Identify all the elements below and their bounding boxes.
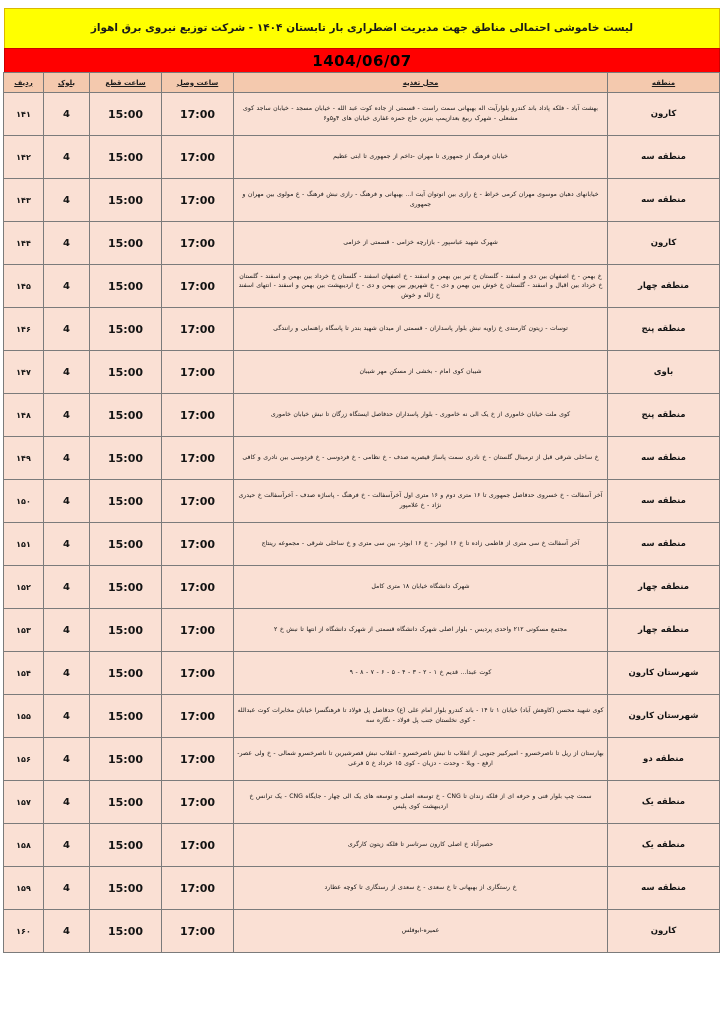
cell-cut-time: 15:00 [90, 308, 162, 351]
cell-block: 4 [44, 351, 90, 394]
cell-cut-time: 15:00 [90, 910, 162, 953]
cell-row-number: ۱۵۰ [4, 480, 44, 523]
cell-mantaghe: کارون [608, 910, 720, 953]
cell-mantaghe: باوی [608, 351, 720, 394]
cell-block: 4 [44, 394, 90, 437]
cell-cut-time: 15:00 [90, 437, 162, 480]
cell-mahal: خیابانهای دهبان موسوی مهران کرمی خراط - ع رازی بین انوتوان آیت ا... بهبهانی و فرهنگ - رازی نبش فرهنگ - ع مولوی بین مهران و جمهوری [234, 179, 608, 222]
cell-row-number: ۱۴۶ [4, 308, 44, 351]
table-row [4, 867, 720, 910]
cell-row-number: ۱۵۵ [4, 695, 44, 738]
cell-mantaghe: منطقه دو [608, 738, 720, 781]
cell-mahal: کوی شهید محسن (کاوهش آباد) خیابان ۱ تا ۱۴ - باند کندرو بلوار امام علی (ع) حدفاصل پل فولاد تا فرهنگسرا خیابان مخابرات کوت عبدالله - کوی نخلستان جنب پل فولاد - نگاره سه [234, 695, 608, 738]
cell-mantaghe: منطقه چهار [608, 609, 720, 652]
cell-mahal: خیابان فرهنگ از جمهوری تا مهران -داخم از جمهوری تا ابتی عظیم [234, 136, 608, 179]
table-row [4, 222, 720, 265]
cell-block: 4 [44, 910, 90, 953]
cell-reconnect-time: 17:00 [162, 738, 234, 781]
cell-cut-time: 15:00 [90, 480, 162, 523]
cell-row-number: ۱۴۱ [4, 93, 44, 136]
table-row [4, 480, 720, 523]
date-banner [4, 48, 720, 72]
cell-row-number: ۱۵۹ [4, 867, 44, 910]
table-row [4, 394, 720, 437]
cell-cut-time: 15:00 [90, 824, 162, 867]
cell-reconnect-time: 17:00 [162, 824, 234, 867]
table-row [4, 566, 720, 609]
cell-block: 4 [44, 824, 90, 867]
cell-reconnect-time: 17:00 [162, 867, 234, 910]
column-header-ghat: ساعت قطع [90, 73, 162, 93]
cell-mantaghe: منطقه سه [608, 867, 720, 910]
cell-block: 4 [44, 437, 90, 480]
cell-block: 4 [44, 222, 90, 265]
cell-reconnect-time: 17:00 [162, 910, 234, 953]
page-title: لیست خاموشی احتمالی مناطق جهت مدیریت اضطراری بار تابستان ۱۴۰۴ - شرکت توزیع نیروی برق اهواز [90, 22, 634, 35]
cell-mahal: شهرک دانشگاه خیابان ۱۸ متری کامل [234, 566, 608, 609]
cell-mantaghe: منطقه چهار [608, 265, 720, 308]
table-row [4, 738, 720, 781]
column-header-blok: بلوک [44, 73, 90, 93]
cell-mantaghe: منطقه سه [608, 437, 720, 480]
table-row [4, 351, 720, 394]
cell-row-number: ۱۵۶ [4, 738, 44, 781]
cell-block: 4 [44, 781, 90, 824]
cell-row-number: ۱۴۹ [4, 437, 44, 480]
table-row [4, 695, 720, 738]
cell-block: 4 [44, 136, 90, 179]
cell-reconnect-time: 17:00 [162, 93, 234, 136]
cell-mantaghe: کارون [608, 222, 720, 265]
cell-mantaghe: منطقه سه [608, 523, 720, 566]
cell-mahal: خ بهمن - خ اصفهان بین دی و اسفند - گلستان خ تیر بین بهمن و اسفند - خ اصفهان اسفند - گلستان خ خرداد بین بهمن و اسفند - گلستان خ خرداد بین اقبال و اسفند - گلستان خ خوش بین بهمن و دی - خ شهریور بین بهمن و دی - خ اردیبهشت بین بهمن و اسفند - انتهای اسفند خ ژاله و خوش [234, 265, 608, 308]
cell-reconnect-time: 17:00 [162, 437, 234, 480]
cell-mantaghe: منطقه پنج [608, 394, 720, 437]
cell-cut-time: 15:00 [90, 566, 162, 609]
cell-row-number: ۱۵۳ [4, 609, 44, 652]
cell-mahal: کوت عبدا... قدیم خ ۱ - ۲ - ۳ - ۴ - ۵ - ۶ - ۷ - ۸ - ۹ [234, 652, 608, 695]
cell-reconnect-time: 17:00 [162, 566, 234, 609]
cell-mantaghe: منطقه یک [608, 781, 720, 824]
cell-block: 4 [44, 738, 90, 781]
cell-mahal: کوی ملت خیابان خاموری از خ یک الی نه خاموری - بلوار پاسداران حدفاصل ایستگاه زرگان تا نبش خیابان خاموری [234, 394, 608, 437]
cell-cut-time: 15:00 [90, 222, 162, 265]
cell-reconnect-time: 17:00 [162, 394, 234, 437]
cell-block: 4 [44, 480, 90, 523]
column-header-mantaghe: منطقه [608, 73, 720, 93]
cell-mantaghe: منطقه پنج [608, 308, 720, 351]
column-header-radif: ردیف [4, 73, 44, 93]
cell-mahal: شیبان کوی امام - بخشی از مسکن مهر شیبان [234, 351, 608, 394]
cell-row-number: ۱۵۱ [4, 523, 44, 566]
cell-mantaghe: شهرستان کارون [608, 695, 720, 738]
cell-mahal: آخر آسفالت - خ خسروی حدفاصل جمهوری تا ۱۶ متری دوم و ۱۶ متری اول آخرآسفالت - خ فرهنگ - پاساژه صدف - آخرآسفالت خ حیدری نژاد - خ غلامپور [234, 480, 608, 523]
table-row [4, 437, 720, 480]
cell-reconnect-time: 17:00 [162, 222, 234, 265]
cell-cut-time: 15:00 [90, 695, 162, 738]
column-header-mahal: محل تغذیه [234, 73, 608, 93]
cell-cut-time: 15:00 [90, 394, 162, 437]
cell-cut-time: 15:00 [90, 93, 162, 136]
cell-cut-time: 15:00 [90, 652, 162, 695]
cell-block: 4 [44, 695, 90, 738]
cell-mantaghe: شهرستان کارون [608, 652, 720, 695]
cell-mahal: مجتمع مسکونی ۲۱۲ واحدی پردیس - بلوار اصلی شهرک دانشگاه قسمتی از شهرک دانشگاه از انتها تا نبش خ ۲ [234, 609, 608, 652]
cell-block: 4 [44, 523, 90, 566]
cell-mahal: بهارستان از ریل تا ناصرخسرو - امیرکبیر جنوبی از انقلاب تا نبش ناصرخسرو - انقلاب نبش قصرشیرین تا ناصرخسرو شمالی - خ ولی عصر- ارفع - ویلا - وحدت - دزیان - کوی ۱۵ خرداد خ ۵ فرعی [234, 738, 608, 781]
cell-reconnect-time: 17:00 [162, 136, 234, 179]
cell-row-number: ۱۴۳ [4, 179, 44, 222]
outage-table [3, 72, 720, 953]
cell-cut-time: 15:00 [90, 523, 162, 566]
cell-mantaghe: کارون [608, 93, 720, 136]
cell-reconnect-time: 17:00 [162, 308, 234, 351]
cell-block: 4 [44, 179, 90, 222]
cell-reconnect-time: 17:00 [162, 781, 234, 824]
cell-reconnect-time: 17:00 [162, 695, 234, 738]
cell-cut-time: 15:00 [90, 781, 162, 824]
cell-block: 4 [44, 609, 90, 652]
cell-cut-time: 15:00 [90, 351, 162, 394]
cell-row-number: ۱۵۲ [4, 566, 44, 609]
cell-row-number: ۱۴۵ [4, 265, 44, 308]
cell-row-number: ۱۴۲ [4, 136, 44, 179]
cell-block: 4 [44, 93, 90, 136]
cell-reconnect-time: 17:00 [162, 523, 234, 566]
cell-row-number: ۱۶۰ [4, 910, 44, 953]
cell-cut-time: 15:00 [90, 265, 162, 308]
table-row [4, 781, 720, 824]
cell-mantaghe: منطقه سه [608, 136, 720, 179]
cell-cut-time: 15:00 [90, 609, 162, 652]
cell-cut-time: 15:00 [90, 738, 162, 781]
table-body [4, 93, 720, 953]
header-row [4, 73, 720, 93]
table-row [4, 910, 720, 953]
cell-row-number: ۱۴۴ [4, 222, 44, 265]
cell-mahal: شهرک شهید عباسپور - بازارچه خزامی - قسمتی از خزامی [234, 222, 608, 265]
cell-mahal: حصیرآباد خ اصلی کارون سرتاسر تا فلکه زیتون کارگری [234, 824, 608, 867]
cell-mahal: آخر آسفالت خ سی متری از فاطمی زاده تا خ ۱۶ ابوذر - خ ۱۶ ابوذر- بین سی متری و خ ساحلی شرقی - مجموعه رینتاج [234, 523, 608, 566]
cell-reconnect-time: 17:00 [162, 179, 234, 222]
schedule-date: 1404/06/07 [312, 51, 412, 70]
cell-row-number: ۱۵۴ [4, 652, 44, 695]
cell-block: 4 [44, 652, 90, 695]
cell-mahal: خ رستگاری از بهبهانی تا خ سعدی - خ سعدی از رستگاری تا کوچه عطارد [234, 867, 608, 910]
cell-mahal: عمیره-ابوفلس [234, 910, 608, 953]
cell-mantaghe: منطقه سه [608, 179, 720, 222]
cell-reconnect-time: 17:00 [162, 609, 234, 652]
table-row [4, 93, 720, 136]
cell-mahal: توسات - زیتون کارمندی خ زاویه نبش بلوار پاسداران - قسمتی از میدان شهید بندر تا پاسگاه راهنمایی و رانندگی [234, 308, 608, 351]
cell-block: 4 [44, 867, 90, 910]
cell-reconnect-time: 17:00 [162, 265, 234, 308]
table-row [4, 652, 720, 695]
cell-reconnect-time: 17:00 [162, 480, 234, 523]
table-row [4, 308, 720, 351]
table-row [4, 824, 720, 867]
title-banner [4, 8, 720, 48]
cell-mahal: خ ساحلی شرقی قبل از ترمینال گلستان - خ نادری سمت پاساژ قیصریه صدف - خ نظامی - خ فردوسی - خ فردوسی بین نادری و کافی [234, 437, 608, 480]
cell-mantaghe: منطقه چهار [608, 566, 720, 609]
cell-block: 4 [44, 566, 90, 609]
cell-mahal: سمت چپ بلوار فنی و حرفه ای از فلکه زندان تا CNG - خ توسعه اصلی و توسعه های یک الی چهار - جایگاه CNG - یک ترانس خ اردیبهشت کوی پلیس [234, 781, 608, 824]
cell-mahal: بهشت آباد - فلکه پاداد باند کندرو بلوارآیت اله بهبهانی سمت راست - قسمتی از جاده کوت عبد الله - خیابان مسجد - خیابان ساجد کوی مشعلی - شهرک ربیع بعدازپمپ بنزین حاج حمزه غفاری خیابان های ۴و۵و۶ [234, 93, 608, 136]
column-header-vasl: ساعت وصل [162, 73, 234, 93]
cell-row-number: ۱۵۷ [4, 781, 44, 824]
cell-block: 4 [44, 265, 90, 308]
table-row [4, 265, 720, 308]
cell-cut-time: 15:00 [90, 867, 162, 910]
cell-mantaghe: منطقه سه [608, 480, 720, 523]
table-row [4, 136, 720, 179]
table-row [4, 179, 720, 222]
cell-cut-time: 15:00 [90, 179, 162, 222]
cell-mantaghe: منطقه یک [608, 824, 720, 867]
cell-row-number: ۱۴۷ [4, 351, 44, 394]
cell-row-number: ۱۴۸ [4, 394, 44, 437]
cell-cut-time: 15:00 [90, 136, 162, 179]
table-row [4, 523, 720, 566]
cell-row-number: ۱۵۸ [4, 824, 44, 867]
cell-reconnect-time: 17:00 [162, 652, 234, 695]
cell-block: 4 [44, 308, 90, 351]
table-row [4, 609, 720, 652]
cell-reconnect-time: 17:00 [162, 351, 234, 394]
table-header [4, 73, 720, 93]
